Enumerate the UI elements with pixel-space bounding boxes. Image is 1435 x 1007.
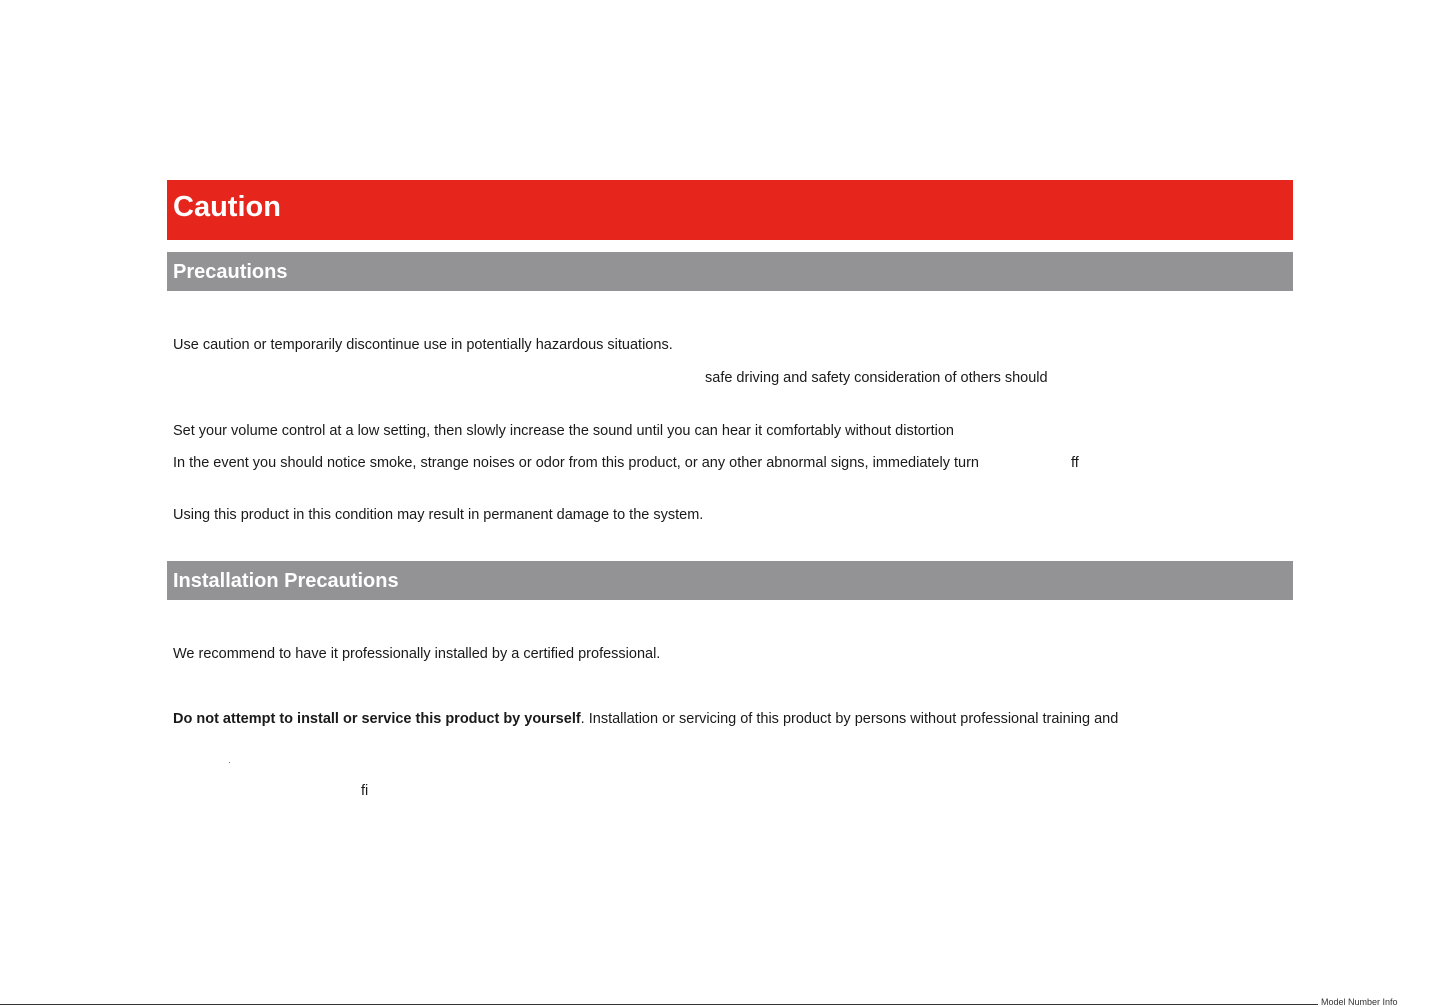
section-heading: Installation Precautions	[173, 570, 399, 592]
precaution-line: Use caution or temporarily discontinue use in potentially hazardous situations.	[173, 337, 673, 353]
page-bottom-rule	[0, 1004, 1318, 1005]
section-header-precautions	[167, 252, 1293, 291]
precaution-line: In the event you should notice smoke, strange noises or odor from this product, or any other abnormal signs, immediately turn	[173, 455, 979, 471]
precaution-line: safe driving and safety consideration of others should	[705, 370, 1048, 386]
precaution-line: Using this product in this condition may result in permanent damage to the system.	[173, 507, 704, 523]
page-title: Caution	[173, 191, 281, 223]
installation-warning-line	[173, 711, 1118, 728]
precaution-line: Set your volume control at a low setting, then slowly increase the sound until you can hear it comfortably without distortion	[173, 423, 954, 439]
installation-warning-rest: . Installation or servicing of this product by persons without professional training and	[580, 711, 1119, 727]
section-heading: Precautions	[173, 261, 288, 283]
installation-line: We recommend to have it professionally installed by a certified professional.	[173, 646, 661, 662]
installation-warning-bold: Do not attempt to install or service this product by yourself	[173, 711, 581, 727]
precaution-line-fragment: ff	[1071, 455, 1079, 471]
footer-fragment: Model Number Info	[1321, 997, 1398, 1007]
section-header-installation-precautions	[167, 561, 1293, 600]
installation-line-fragment: fi	[361, 783, 369, 799]
stray-mark	[229, 762, 230, 763]
caution-title-bar	[167, 180, 1293, 240]
